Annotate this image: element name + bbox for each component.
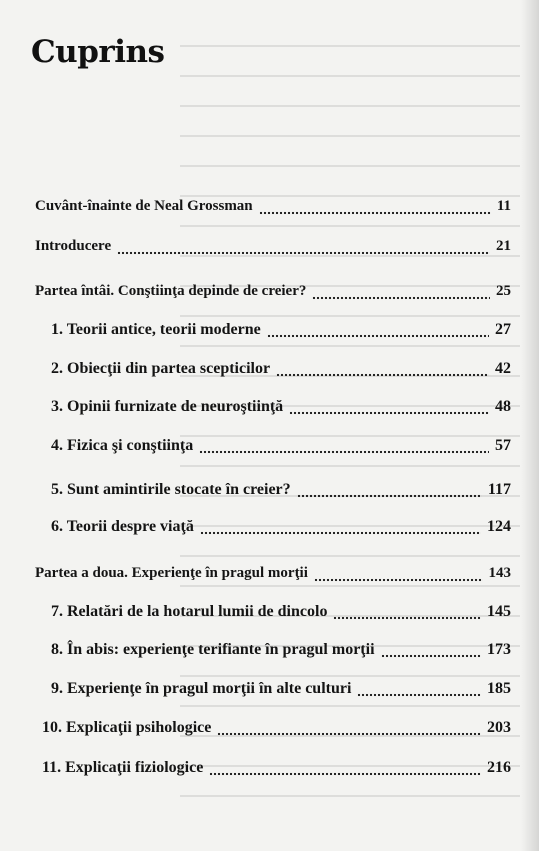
toc-entry-part-two <box>0 565 539 587</box>
toc-entry-chapter-10 <box>0 719 539 741</box>
toc-entry-chapter-3 <box>0 398 539 420</box>
toc-entry-chapter-1 <box>0 321 539 343</box>
toc-entry-chapter-7 <box>0 603 539 625</box>
toc-entry-label: 4. Fizica şi conştiinţa <box>51 437 194 454</box>
dot-leader <box>276 373 489 377</box>
dot-leader <box>314 578 483 582</box>
toc-entry-page: 11 <box>496 198 511 214</box>
dot-leader <box>200 531 481 535</box>
toc-entry-label: 2. Obiecţii din partea scepticilor <box>51 360 271 377</box>
toc-entry-page: 27 <box>495 321 511 338</box>
dot-leader <box>333 616 481 620</box>
toc-entry-label: Partea întâi. Conştiinţa depinde de creier? <box>35 283 307 299</box>
toc-entry-chapter-11 <box>0 759 539 781</box>
toc-entry-page: 57 <box>495 437 511 454</box>
page-edge-shadow <box>521 0 539 851</box>
toc-entry-label: 10. Explicaţii psihologice <box>42 719 212 736</box>
toc-entry-label: Introducere <box>35 238 112 254</box>
toc-entry-part-one <box>0 283 539 305</box>
dot-leader <box>289 411 489 415</box>
toc-entry-page: 173 <box>487 641 511 658</box>
toc-entry-chapter-5 <box>0 481 539 503</box>
toc-entry-page: 124 <box>487 518 511 535</box>
toc-entry-chapter-9 <box>0 680 539 702</box>
toc-entry-page: 21 <box>496 238 511 254</box>
toc-entry-chapter-2 <box>0 360 539 382</box>
toc-entry-label: Cuvânt-înainte de Neal Grossman <box>35 198 253 214</box>
toc-entry-page: 145 <box>487 603 511 620</box>
toc-entry-foreword <box>0 198 539 220</box>
dot-leader <box>199 450 489 454</box>
toc-entry-chapter-8 <box>0 641 539 663</box>
toc-entry-page: 203 <box>487 719 511 736</box>
toc-entry-label: 6. Teorii despre viaţă <box>51 518 194 535</box>
dot-leader <box>217 732 481 736</box>
toc-entry-chapter-6 <box>0 518 539 540</box>
toc-entry-page: 42 <box>495 360 511 377</box>
dot-leader <box>357 693 481 697</box>
dot-leader <box>209 772 481 776</box>
dot-leader <box>117 251 490 255</box>
toc-entry-label: 5. Sunt amintirile stocate în creier? <box>51 481 291 498</box>
toc-entry-chapter-4 <box>0 437 539 459</box>
dot-leader <box>297 494 482 498</box>
dot-leader <box>381 654 481 658</box>
dot-leader <box>267 334 489 338</box>
toc-entry-label: 7. Relatări de la hotarul lumii de dincolo <box>51 603 328 620</box>
dot-leader <box>259 211 491 215</box>
toc-entry-label: 11. Explicaţii fiziologice <box>42 759 204 776</box>
toc-entry-page: 143 <box>488 565 511 581</box>
toc-entry-page: 216 <box>487 759 511 776</box>
toc-entry-label: 3. Opinii furnizate de neuroştiinţă <box>51 398 284 415</box>
toc-entry-label: Partea a doua. Experienţe în pragul morţii <box>35 565 308 581</box>
toc-entry-page: 48 <box>495 398 511 415</box>
dot-leader <box>312 296 490 300</box>
page-title: Cuprins <box>31 34 165 70</box>
toc-entry-page: 185 <box>487 680 511 697</box>
toc-entry-page: 117 <box>487 481 511 498</box>
toc-entry-label: 8. În abis: experienţe terifiante în pragul morţii <box>51 641 375 658</box>
toc-entry-label: 9. Experienţe în pragul morţii în alte culturi <box>51 680 352 697</box>
toc-entry-label: 1. Teorii antice, teorii moderne <box>51 321 261 338</box>
toc-entry-introduction <box>0 238 539 260</box>
toc-entry-page: 25 <box>496 283 511 299</box>
